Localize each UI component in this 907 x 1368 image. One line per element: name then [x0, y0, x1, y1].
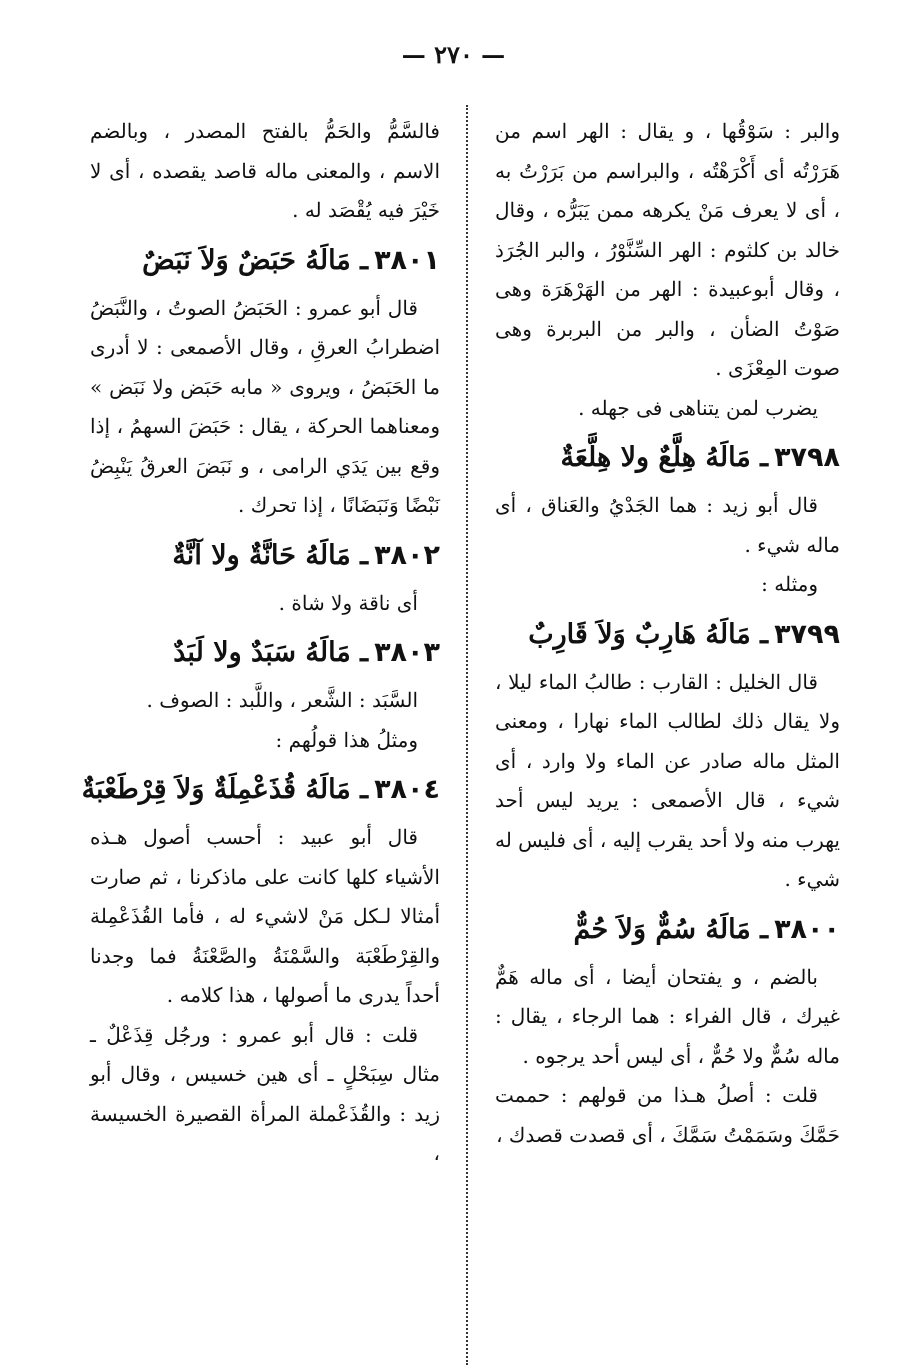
body-paragraph: ومثلُ هذا قولُهم : — [275, 727, 418, 752]
body-paragraph: قلت : قال أبو عمرو : ورجُل قِذَعْلٌ ـ مثال سِبَحْلٍ ـ أى هين خسيس ، وقال أبو زيد : والقُذَعْملة المرأة القصيرة الخسيسة ، — [90, 1022, 440, 1165]
proverb-title: ـ مَالَهُ سَبَدٌ ولا لَبَدٌ — [173, 637, 369, 668]
proverb-number: ٣٨٠١ — [374, 244, 440, 276]
body-paragraph: قال أبو عمرو : الحَبَضُ الصوتُ ، والنَّبَضُ اضطرابُ العرقِ ، وقال الأصمعى : لا أدرى ما الحَبَضُ ، ويروى « مابه حَبَض ولا نَبَض » ومعناهما الحركة ، يقال : حَبَضَ السهمُ ، إذا وقع بين يَدَي الرامى ، و نَبَضَ العرقُ يَنْبِضُ نَبْضًا وَنَبَضَانًا ، إذا تحرك . — [90, 295, 440, 517]
proverb-number: ٣٨٠٣ — [374, 637, 440, 668]
proverb-number: ٣٨٠٤ — [374, 774, 440, 805]
proverb-heading — [90, 532, 440, 580]
proverb-heading — [81, 766, 440, 814]
proverb-heading — [495, 906, 840, 954]
body-paragraph: قال الخليل : القارب : طالبُ الماء ليلا ، ولا يقال ذلك لطالب الماء نهارا ، ومعنى المثل ماله صادر عن الماء ولا وارد ، أى شيء ، قال الأصمعى : يريد ليس أحد يهرب منه ولا أحد يقرب إليه ، أى فليس له شيء . — [495, 669, 840, 891]
proverb-title: ـ مَالَهُ هِلَّعٌ ولا هِلَّعَةٌ — [560, 442, 769, 473]
body-paragraph: قلت : أصلُ هـذا من قولهم : حممت حَمَّكَ وسَمَمْتُ سَمَّكَ ، أى قصدت قصدك ، — [495, 1083, 840, 1147]
proverb-heading — [495, 434, 840, 482]
proverb-title: ـ مَالَهُ حَبَضٌ وَلاَ نَبَضٌ — [142, 244, 369, 276]
proverb-number: ٣٨٠٠ — [774, 913, 840, 945]
body-paragraph: السَّبَد : الشَّعر ، واللَّبد : الصوف . — [146, 688, 418, 712]
proverb-number: ٣٨٠٢ — [374, 539, 440, 571]
page-number: — ٢٧٠ — — [401, 40, 506, 69]
proverb-number: ٣٧٩٩ — [774, 618, 840, 650]
body-paragraph: أى ناقة ولا شاة . — [278, 590, 418, 615]
body-paragraph: قال أبو عبيد : أحسب أصول هـذه الأشياء كلها كانت على ماذكرنا ، ثم صارت أمثالا لـكل مَنْ لاشيء له ، فأما القُذَعْمِلة والقِرْطَعْبَة والسَّمْنَةُ والصَّعْنَةُ فما وجدنا أحداً يدرى ما أصولها ، هذا كلامه . — [90, 825, 440, 1007]
proverb-title: ـ مَالَهُ سُمٌّ وَلاَ حُمٌّ — [573, 913, 769, 945]
body-paragraph: يضرب لمن يتناهى فى جهله . — [578, 395, 818, 420]
body-paragraph: قال أبو زيد : هما الجَدْيُ والعَناق ، أى ماله شيء . — [495, 493, 840, 557]
proverb-title: ـ مَالَهُ حَانَّةٌ ولا آنَّةٌ — [172, 539, 369, 571]
proverb-number: ٣٧٩٨ — [774, 442, 840, 473]
proverb-heading — [90, 237, 440, 285]
column-divider — [466, 105, 468, 1365]
proverb-title: ـ مَالَهُ قُذَعْمِلَةٌ وَلاَ قِرْطَعْبَةٌ — [81, 774, 369, 805]
body-paragraph: ومثله : — [761, 572, 818, 596]
proverb-heading — [495, 611, 840, 659]
body-paragraph: بالضم ، و يفتحان أيضا ، أى ماله هَمٌّ غيرك ، قال الفراء : هما الرجاء ، يقال : ماله سُمٌّ ولا حُمٌّ ، أى ليس أحد يرجوه . — [495, 964, 840, 1068]
proverb-heading — [90, 629, 440, 677]
proverb-title: ـ مَالَهُ هَارِبٌ وَلاَ قَارِبٌ — [528, 618, 769, 650]
body-paragraph: والبر : سَوْقُها ، و يقال : الهر اسم من هَرَرْتُه أى أَكْرَهْتُه ، والبراسم من بَرَرْتُ به ، أى لا يعرف مَنْ يكرهه ممن يَبَرُّه ، وقال خالد بن كلثوم : الهر السِّنَّوْرُ ، والبر الجُرَذ ، وقال أبوعبيدة : الهر من الهَرْهَرَة وهى صَوْتُ الضأن ، والبر من البربرة وهى صوت المِعْزَى . — [495, 119, 840, 380]
body-paragraph: فالسَّمُّ والحَمُّ بالفتح المصدر ، وبالضم الاسم ، والمعنى ماله قاصد يقصده ، أى لا خَيْرَ فيه يُقْصَد له . — [90, 119, 440, 222]
left-column — [81, 112, 440, 1362]
right-column — [495, 112, 840, 1362]
